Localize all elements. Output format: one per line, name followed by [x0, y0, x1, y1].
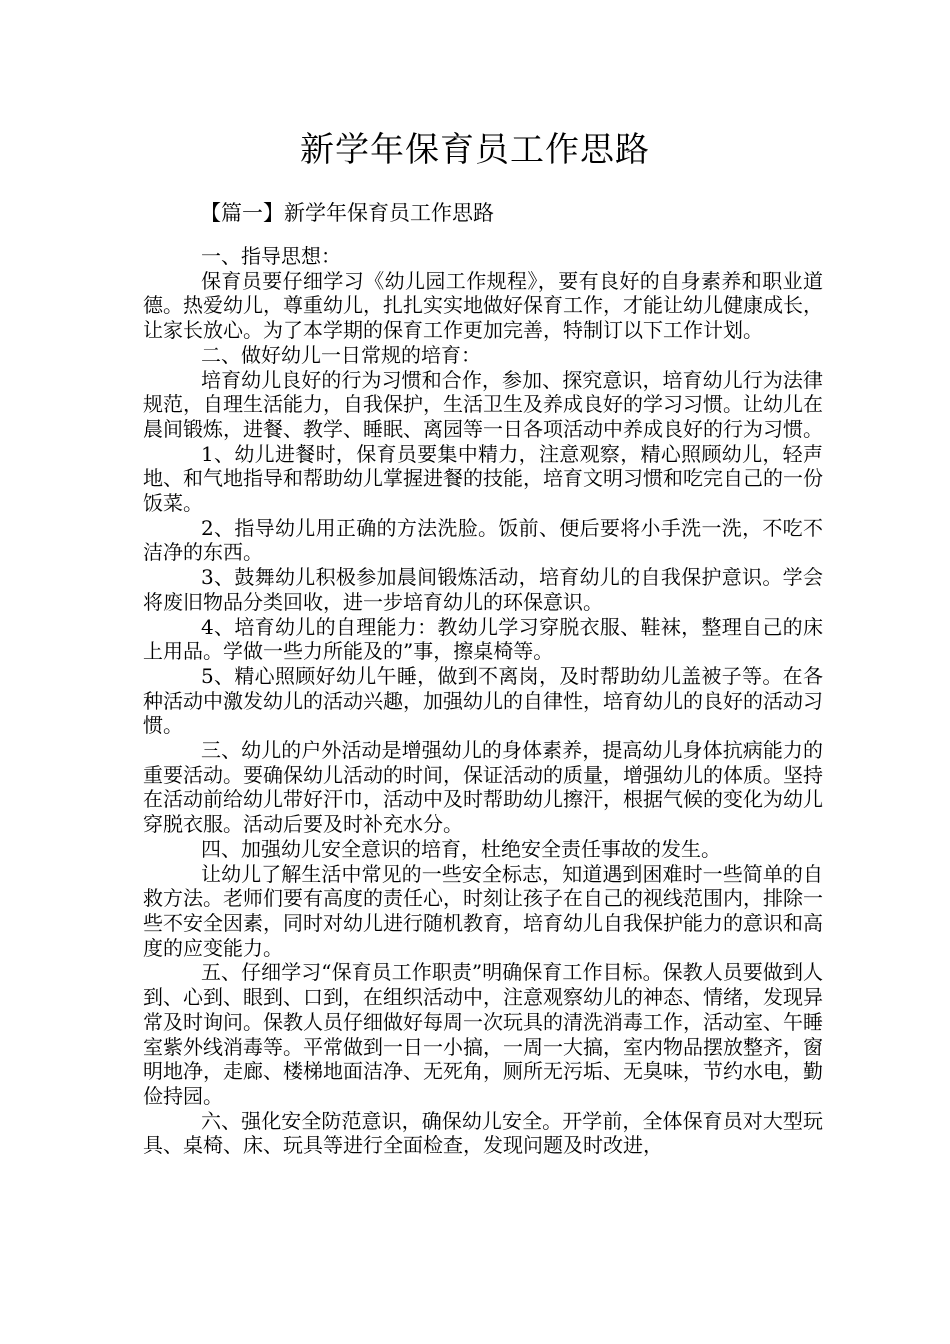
paragraph: 一、指导思想： — [201, 244, 341, 268]
paragraph: 3、鼓舞幼儿积极参加晨间锻炼活动，培育幼儿的自我保护意识。学会将废旧物品分类回收，进一步培育幼儿的环保意识。 — [143, 565, 823, 614]
paragraph: 六、强化安全防范意识，确保幼儿安全。开学前，全体保育员对大型玩具、桌椅、床、玩具等进行全面检查，发现问题及时改进， — [143, 1108, 823, 1158]
paragraph: 三、幼儿的户外活动是增强幼儿的身体素养，提高幼儿身体抗病能力的重要活动。要确保幼儿活动的时间，保证活动的质量，增强幼儿的体质。坚持在活动前给幼儿带好汗巾，活动中及时帮助幼儿擦汗，根据气候的变化为幼儿穿脱衣服。活动后要及时补充水分。 — [143, 738, 823, 837]
paragraph: 保育员要仔细学习《幼儿园工作规程》，要有良好的自身素养和职业道德。热爱幼儿，尊重幼儿，扎扎实实地做好保育工作，才能让幼儿健康成长，让家长放心。为了本学期的保育工作更加完善，特制订以下工作计划。 — [143, 268, 823, 343]
paragraph: 4、培育幼儿的自理能力：教幼儿学习穿脱衣服、鞋袜，整理自己的床上用品。学做一些力所能及的”事，擦桌椅等。 — [143, 614, 823, 664]
paragraph: 2、指导幼儿用正确的方法洗脸。饭前、便后要将小手洗一洗，不吃不洁净的东西。 — [143, 515, 823, 565]
paragraph: 1、幼儿进餐时，保育员要集中精力，注意观察，精心照顾幼儿，轻声地、和气地指导和帮助幼儿掌握进餐的技能，培育文明习惯和吃完自己的一份饭菜。 — [143, 441, 823, 516]
paragraph: 五、仔细学习“保育员工作职责”明确保育工作目标。保教人员要做到人到、心到、眼到、口到，在组织活动中，注意观察幼儿的神态、情绪，发现异常及时询问。保教人员仔细做好每周一次玩具的清洗消毒工作，活动室、午睡室紫外线消毒等。平常做到一日一小搞，一周一大搞，室内物品摆放整齐，窗明地净，走廊、楼梯地面洁净、无死角，厕所无污垢、无臭味，节约水电，勤俭持园。 — [143, 960, 823, 1108]
paragraph: 5、精心照顾好幼儿午睡，做到不离岗，及时帮助幼儿盖被子等。在各种活动中激发幼儿的活动兴趣，加强幼儿的自律性，培育幼儿的良好的活动习惯。 — [143, 663, 823, 738]
paragraph: 二、做好幼儿一日常规的培育： — [201, 342, 481, 367]
paragraph: 四、加强幼儿安全意识的培育，杜绝安全责任事故的发生。 — [201, 836, 721, 861]
section-heading: 【篇一】新学年保育员工作思路 — [200, 201, 494, 225]
paragraph: 培育幼儿良好的行为习惯和合作，参加、探究意识，培育幼儿行为法律规范，自理生活能力，自我保护，生活卫生及养成良好的学习习惯。让幼儿在晨间锻炼，进餐、教学、睡眠、离园等一日各项活动中养成良好的行为习惯。 — [143, 367, 823, 441]
document-title: 新学年保育员工作思路 — [300, 130, 650, 170]
document-body — [143, 244, 823, 1158]
paragraph: 让幼儿了解生活中常见的一些安全标志，知道遇到困难时一些简单的自救方法。老师们要有高度的责任心，时刻让孩子在自己的视线范围内，排除一些不安全因素，同时对幼儿进行随机教育，培育幼儿自我保护能力的意识和高度的应变能力。 — [143, 861, 823, 960]
